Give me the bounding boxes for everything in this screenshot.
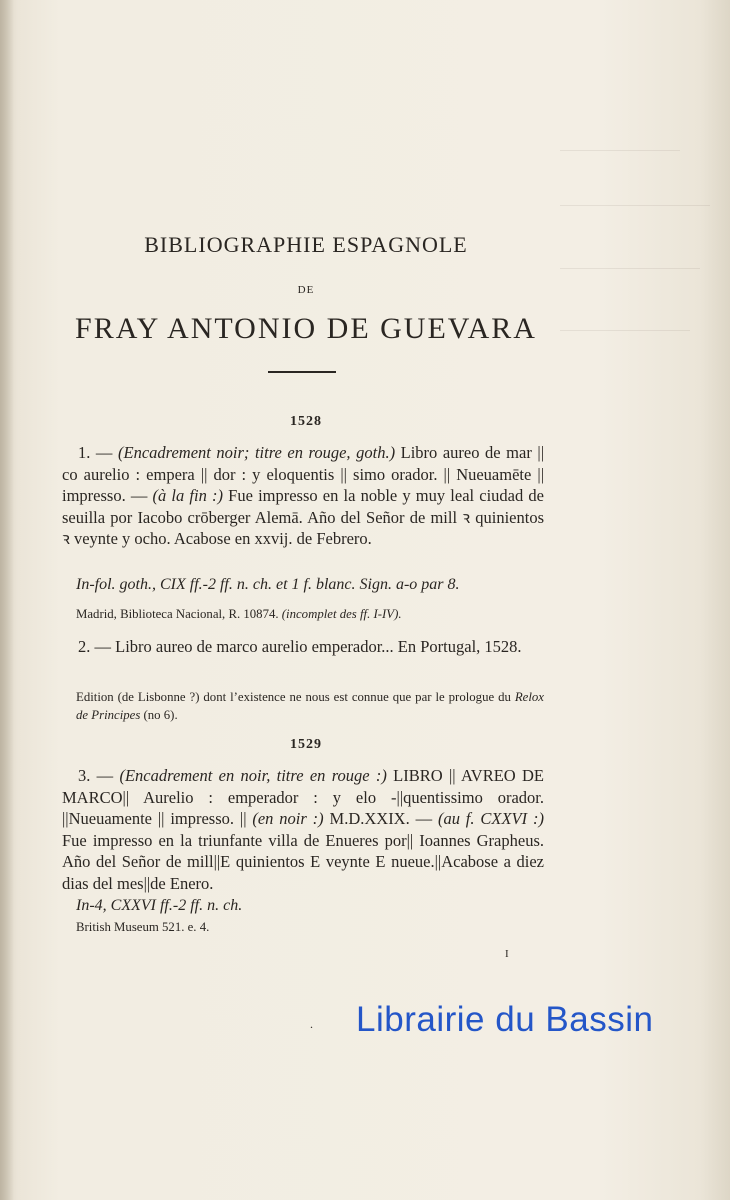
note-text: Edition (de Lisbonne ?) dont l’existence ne nous est connue que par le prologue du [76, 690, 515, 704]
title-line: BIBLIOGRAPHIE ESPAGNOLE [144, 232, 468, 257]
entry-title-text: Libro aureo de mar || co aurelio : empera || dor : y eloquentis || simo orador. || Nueuamēte || impresso. — [62, 443, 545, 505]
entry-number: 3. [78, 766, 91, 785]
bleed-through-line [560, 205, 710, 206]
entry-dash: — [90, 766, 120, 785]
page-title: FRAY ANTONIO DE GUEVARA [75, 312, 537, 345]
entry-title-text: LIBRO || AVREO DE MARCO|| Aurelio : emperador : y elo -||quentissimo orador. ||Nueuamente || impresso. || [62, 766, 544, 828]
watermark: Librairie du Bassin [356, 1000, 654, 1039]
title-rule [268, 371, 336, 373]
bleed-through-line [560, 268, 700, 269]
entry-number: 2. [78, 637, 91, 656]
entry-colophon: Fue impresso en la triunfante villa de Enueres por|| Ioannes Grapheus. Año del Señor de mill||E quinientos E veynte E nueue.||Acabose a diez dias del mes||de Enero. [62, 830, 544, 893]
entry-title-text: — Libro aureo de marco aurelio emperador... En Portugal, 1528. [90, 637, 522, 656]
entry-note [76, 688, 544, 724]
entry-description: (à la fin :) [152, 486, 223, 505]
year-heading-1528: 1528 [290, 414, 322, 429]
location-text: Madrid, Biblioteca Nacional, R. 10874. [76, 607, 282, 621]
entry-date: M.D.XXIX. — [323, 809, 438, 828]
entry-1 [62, 442, 544, 550]
note-text: (no 6). [140, 708, 178, 722]
entry-description: (Encadrement en noir, titre en rouge :) [119, 766, 387, 785]
entry-description: (Encadrement noir; titre en rouge, goth.) [118, 443, 396, 462]
page-signature: I [505, 948, 509, 960]
location-note: (incomplet des ff. I-IV). [281, 607, 402, 621]
note-ital: Relox de Principes [76, 690, 544, 722]
entry-3 [62, 765, 544, 894]
bleed-through-line [560, 150, 680, 151]
year-heading-1529: 1529 [290, 737, 322, 752]
entry-collation: In-4, CXXVI ff.-2 ff. n. ch. [76, 897, 243, 914]
entry-description: (en noir :) [252, 809, 324, 828]
entry-collation: In-fol. goth., CIX ff.-2 ff. n. ch. et 1 f. blanc. Sign. a-o par 8. [76, 576, 460, 593]
entry-number: 1. [78, 443, 91, 462]
entry-colophon: Fue impresso en la noble y muy leal ciudad de seuilla por Iacobo crōberger Alemā. Año del Señor de mill ꝛ quinientos ꝛ veynte y ocho. Acabose en xxvij. de Febrero. [62, 486, 544, 548]
entry-2 [62, 636, 544, 658]
entry-location [76, 605, 544, 623]
entry-description: (au f. CXXVI :) [437, 809, 544, 828]
entry-dash: — [90, 443, 118, 462]
entry-location: British Museum 521. e. 4. [76, 920, 210, 934]
stray-mark: . [310, 1017, 313, 1031]
title-de: DE [297, 284, 315, 296]
page-fold-shadow [0, 0, 14, 1200]
